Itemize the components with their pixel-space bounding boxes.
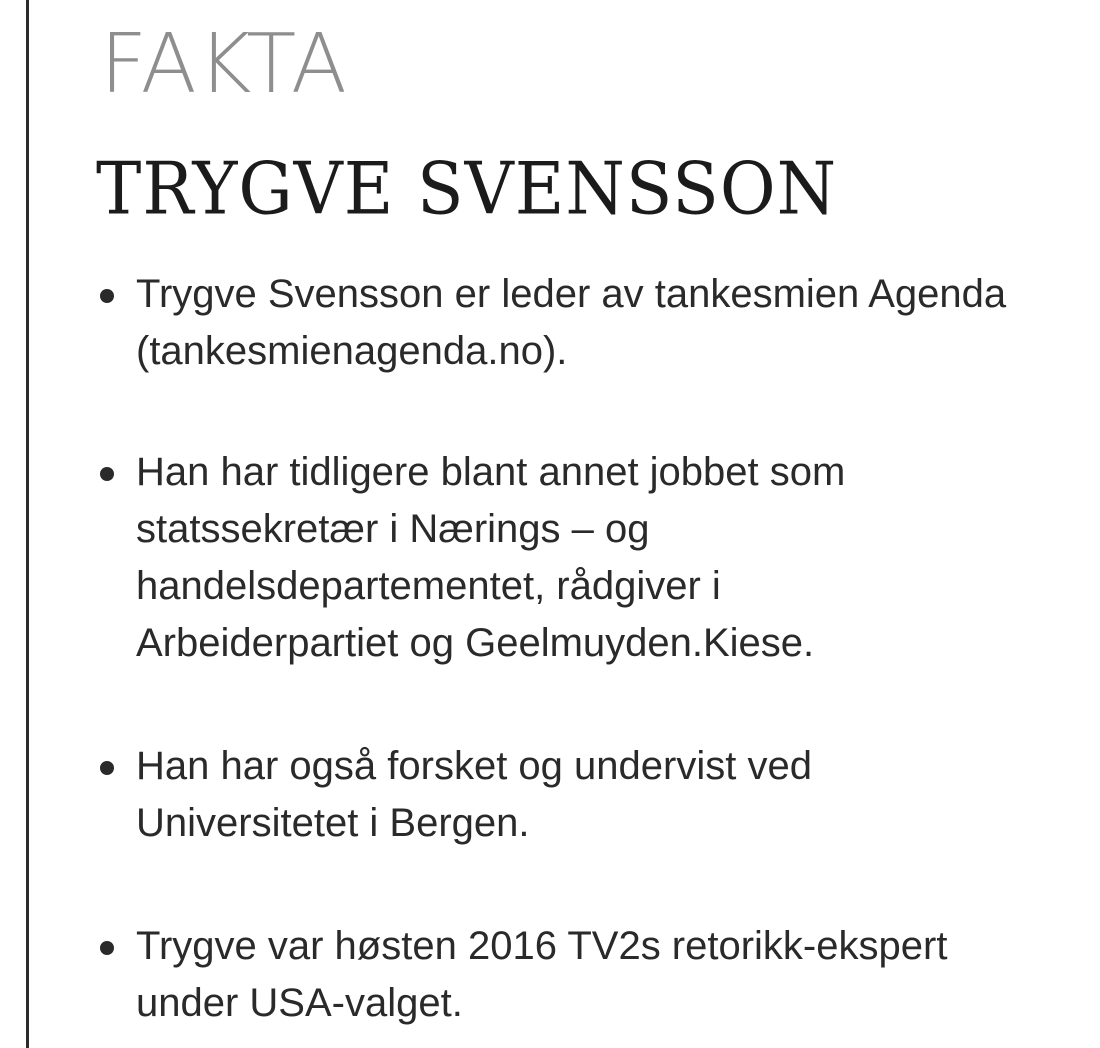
fact-box-kicker: FAKTA — [100, 17, 348, 112]
fact-item — [100, 738, 1090, 852]
fact-line: handelsdepartementet, rådgiver i — [136, 564, 721, 608]
person-name-heading: TRYGVE SVENSSON — [96, 147, 838, 232]
fact-item — [100, 918, 1090, 1032]
fact-line: Han har også forsket og undervist ved — [136, 744, 812, 788]
bullet-icon — [100, 761, 114, 775]
fact-line: (tankesmienagenda.no). — [136, 329, 568, 373]
fact-text — [136, 918, 1090, 1032]
fact-line: Universitetet i Bergen. — [136, 801, 530, 845]
fact-text — [136, 738, 1090, 852]
fact-line: Arbeiderpartiet og Geelmuyden.Kiese. — [136, 621, 815, 665]
bullet-icon — [100, 467, 114, 481]
bullet-icon — [100, 941, 114, 955]
bullet-icon — [100, 289, 114, 303]
left-border-rule — [26, 0, 29, 1048]
fact-text — [136, 266, 1090, 380]
fact-line: statssekretær i Nærings – og — [136, 507, 650, 551]
fact-text — [136, 444, 1090, 672]
fact-line: Trygve var høsten 2016 TV2s retorikk-ekspert — [136, 924, 948, 968]
fact-item — [100, 444, 1090, 672]
fact-line: Han har tidligere blant annet jobbet som — [136, 450, 846, 494]
fact-line: under USA-valget. — [136, 981, 463, 1025]
fact-line: Trygve Svensson er leder av tankesmien Agenda — [136, 272, 1007, 316]
fact-item — [100, 266, 1090, 380]
